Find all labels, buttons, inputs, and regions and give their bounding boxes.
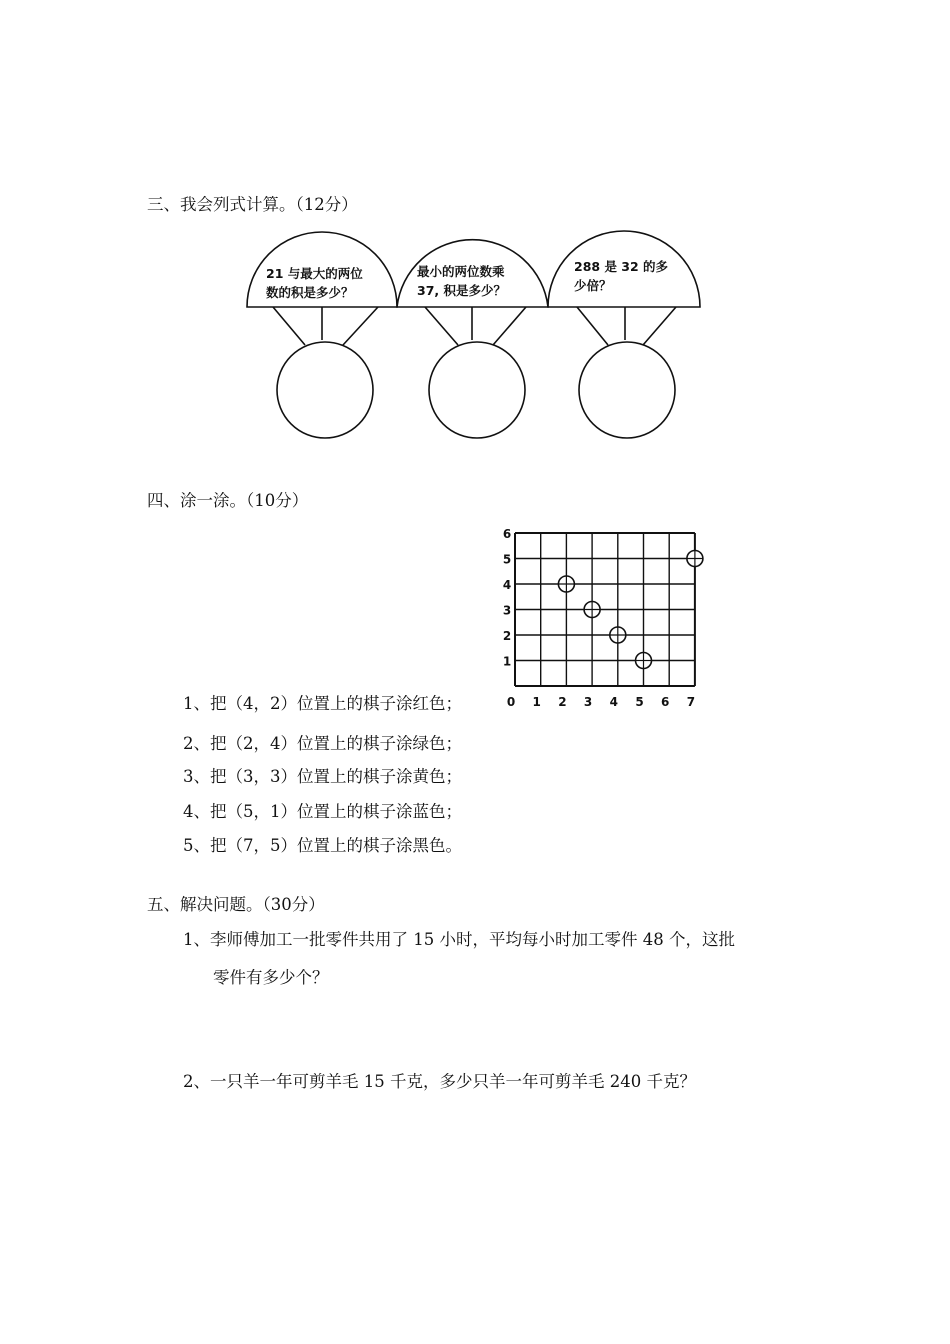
instruction-1: 1、把（4，2）位置上的棋子涂红色； (183, 694, 462, 713)
x-tick-label: 2 (558, 695, 567, 709)
instruction-5: 5、把（7，5）位置上的棋子涂黑色。 (183, 836, 462, 855)
problem-2-line1: 最小的两位数乘 (417, 264, 505, 279)
x-tick-label: 3 (583, 695, 593, 709)
problem-3-line2: 少倍？ (574, 278, 612, 293)
section5-heading: 五、解决问题。（30分） (147, 895, 325, 914)
y-tick-label: 5 (502, 552, 512, 567)
problem-1-line2: 数的积是多少？ (266, 285, 354, 300)
section3-heading: 三、我会列式计算。（12分） (147, 195, 358, 214)
x-tick-label: 4 (609, 695, 618, 709)
question-1-line2: 零件有多少个？ (213, 968, 329, 987)
y-tick-label: 4 (502, 578, 512, 592)
instruction-3: 3、把（3，3）位置上的棋子涂黄色； (183, 767, 462, 786)
section4-heading: 四、涂一涂。（10分） (147, 491, 309, 510)
x-tick-label: 7 (686, 695, 696, 709)
x-tick-label: 5 (635, 695, 644, 709)
problem-2-line2: 37, 积是多少？ (417, 283, 506, 298)
y-tick-label: 2 (502, 629, 512, 643)
question-2: 2、一只羊一年可剪羊毛 15 千克，多少只羊一年可剪羊毛 240 千克？ (183, 1072, 696, 1091)
x-tick-label: 1 (532, 695, 541, 709)
y-tick-label: 1 (502, 654, 512, 669)
instruction-2: 2、把（2，4）位置上的棋子涂绿色； (183, 734, 462, 753)
x-tick-label: 0 (506, 695, 516, 709)
y-tick-label: 3 (502, 603, 512, 618)
x-tick-label: 6 (661, 695, 670, 709)
question-1-line1: 1、李师傅加工一批零件共用了 15 小时，平均每小时加工零件 48 个，这批 (183, 930, 735, 949)
problem-1-line1: 21 与最大的两位 (266, 266, 363, 281)
problem-3-line1: 288 是 32 的多 (574, 259, 669, 274)
instruction-4: 4、把（5，1）位置上的棋子涂蓝色； (183, 802, 462, 821)
y-tick-label: 6 (502, 527, 512, 541)
